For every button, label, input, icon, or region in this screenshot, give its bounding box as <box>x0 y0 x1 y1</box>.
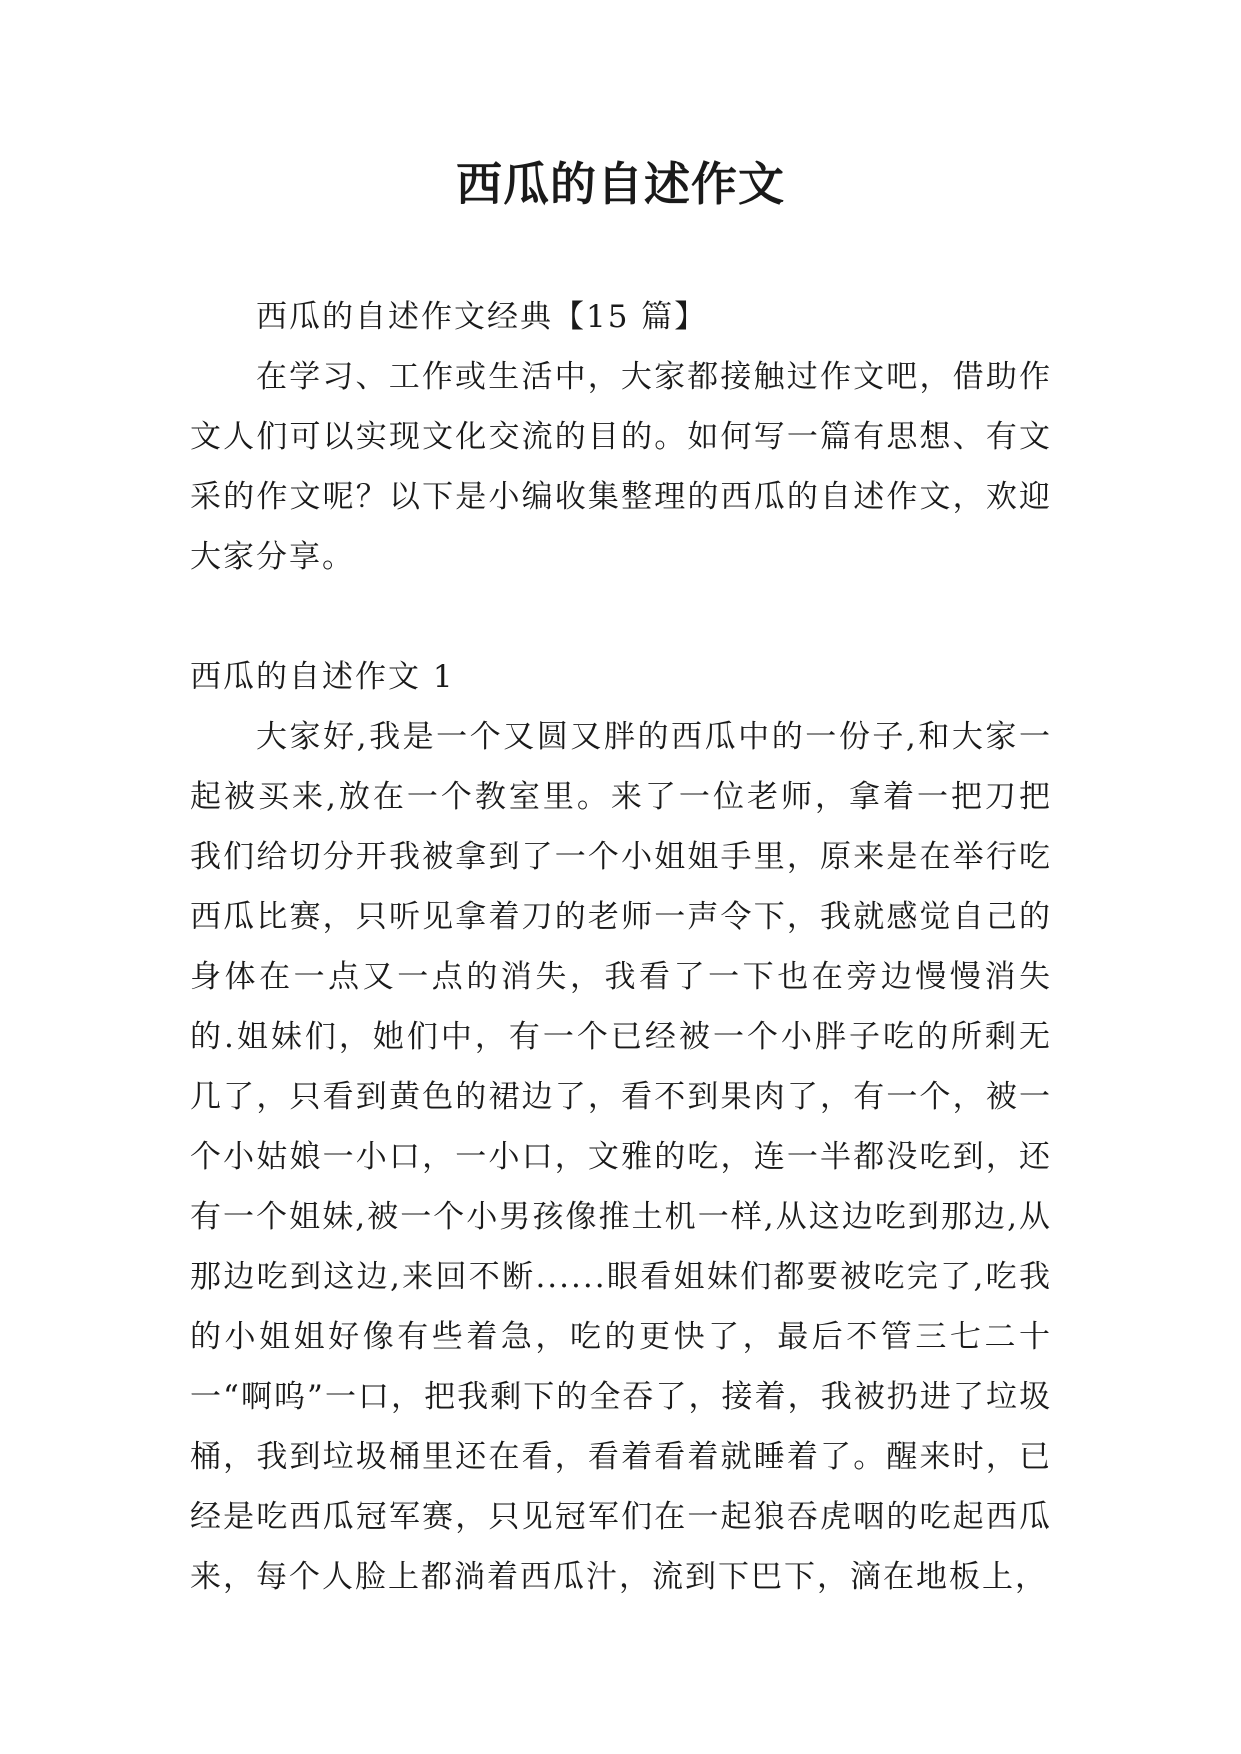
document-subtitle: 西瓜的自述作文经典【15 篇】 <box>256 299 708 335</box>
section-heading: 西瓜的自述作文 1 <box>190 659 455 695</box>
paragraph-spacer <box>190 587 1052 647</box>
document-title: 西瓜的自述作文 <box>456 157 785 211</box>
section-body-paragraph: 大家好,我是一个又圆又胖的西瓜中的一份子,和大家一起被买来,放在一个教室里。来了一位老师，拿着一把刀把我们给切分开我被拿到了一个小姐姐手里，原来是在举行吃西瓜比赛，只听见拿着刀的老师一声令下，我就感觉自己的身体在一点又一点的消失，我看了一下也在旁边慢慢消失的.姐妹们，她们中，有一个已经被一个小胖子吃的所剩无几了，只看到黄色的裙边了，看不到果肉了，有一个，被一个小姑娘一小口，一小口，文雅的吃，连一半都没吃到，还有一个姐妹,被一个小男孩像推土机一样,从这边吃到那边,从那边吃到这边,来回不断......眼看姐妹们都要被吃完了,吃我的小姐姐好像有些着急，吃的更快了，最后不管三七二十一“啊呜”一口，把我剩下的全吞了，接着，我被扔进了垃圾桶，我到垃圾桶里还在看，看着看着就睡着了。醒来时，已经是吃西瓜冠军赛，只见冠军们在一起狼吞虎咽的吃起西瓜来，每个人脸上都淌着西瓜汁，流到下巴下，滴在地板上， <box>190 719 1052 1595</box>
intro-paragraph: 在学习、工作或生活中，大家都接触过作文吧，借助作文人们可以实现文化交流的目的。如何写一篇有思想、有文采的作文呢？以下是小编收集整理的西瓜的自述作文，欢迎大家分享。 <box>190 359 1052 575</box>
document-body <box>190 287 1052 1607</box>
